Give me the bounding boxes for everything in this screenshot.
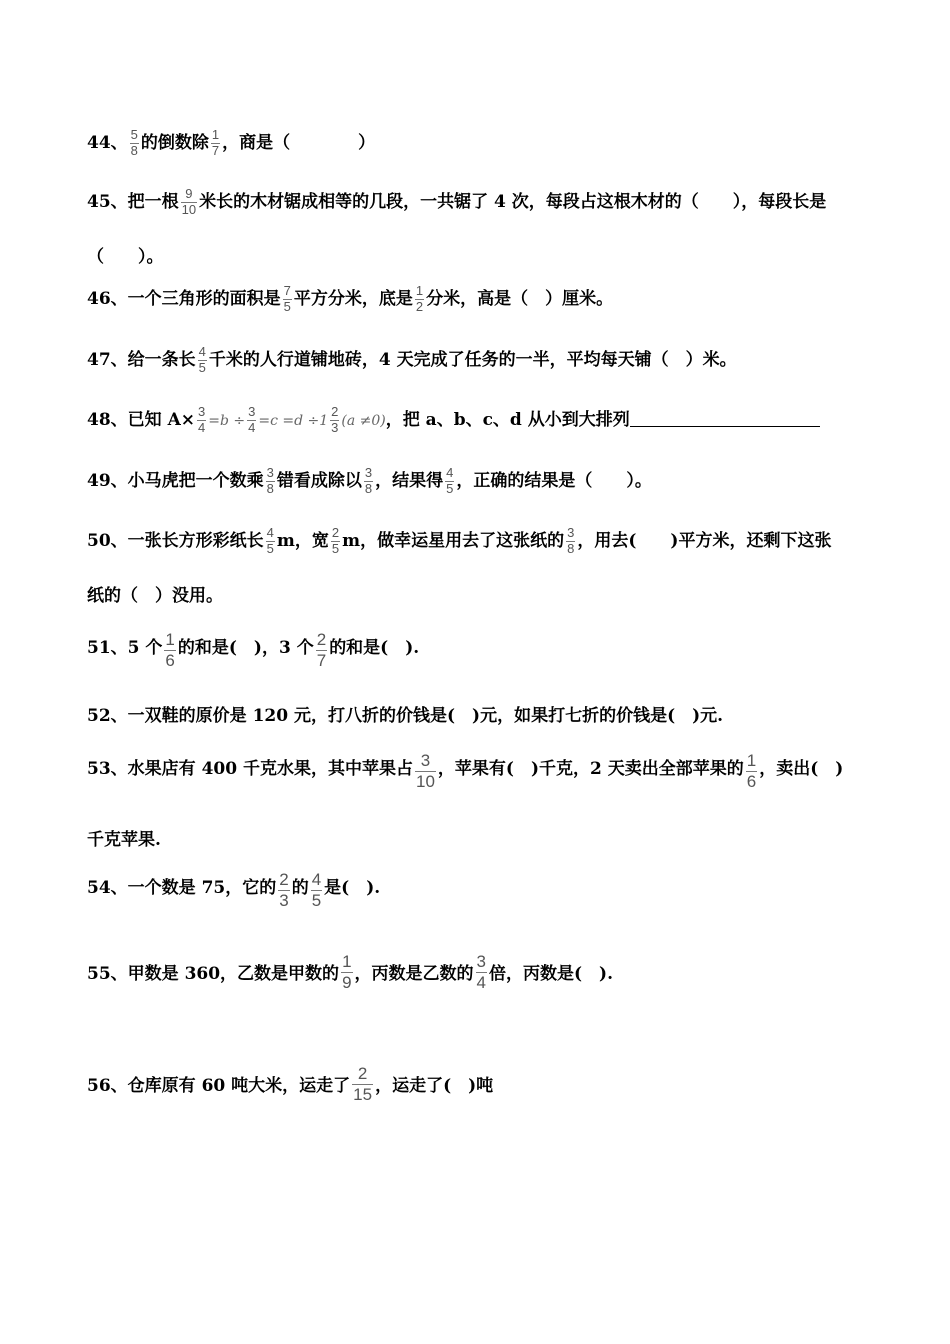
q48-text-b: ，把 a、b、c、d 从小到大排列 [385, 409, 630, 430]
q47-text-a: 47、给一条长 [87, 349, 196, 370]
q51-fraction-2: $\frac{2}{7}$ [316, 630, 327, 670]
q44-text-a: 44、 [87, 132, 128, 153]
q46-text-b: 平方分米，底是 [293, 288, 413, 309]
q46-text-c: 分米，高是（ ）厘米。 [426, 288, 614, 309]
q53-text-c: ，卖出( ) [759, 759, 844, 779]
q45-fraction: $\frac{9}{10}$ [181, 186, 197, 217]
q44-fraction-2: $\frac{1}{7}$ [211, 127, 220, 158]
q50-text-c: m，做幸运星用去了这张纸的 [342, 530, 565, 551]
q44-fraction-1: $\frac{5}{8}$ [130, 127, 138, 158]
q49-fraction-2: $\frac{3}{8}$ [364, 465, 373, 496]
q45-text-b: 米长的木材锯成相等的几段，一共锯了 4 次，每段占这根木材的（ ），每段长是 [199, 191, 827, 212]
q49-text-b: 错看成除以 [276, 470, 362, 491]
q50-fraction-2: $\frac{2}{5}$ [331, 525, 340, 556]
question-53 [87, 751, 843, 791]
q52-text-a: 52、一双鞋的原价是 120 元，打八折的价钱是( )元，如果打七折的价钱是( )元. [87, 706, 724, 726]
q51-fraction-1: $\frac{1}{6}$ [165, 630, 175, 670]
q48-text-a: 48、已知 A× [87, 409, 196, 430]
q50-text-e: 纸的（ ）没用。 [87, 586, 223, 606]
q55-text-a: 55、甲数是 360，乙数是甲数的 [87, 964, 340, 984]
q49-text-c: ，结果得 [375, 470, 444, 491]
question-55 [87, 952, 613, 992]
q50-fraction-1: $\frac{4}{5}$ [266, 525, 274, 556]
q54-text-c: 是( ). [324, 878, 381, 898]
q54-fraction-1: $\frac{2}{3}$ [279, 870, 289, 910]
question-51 [87, 630, 419, 670]
q45-text-c: （ ）。 [87, 247, 164, 267]
q46-fraction-1: $\frac{7}{5}$ [283, 283, 291, 314]
question-45 [87, 187, 826, 218]
question-56 [87, 1064, 493, 1104]
q48-expr-3: (a ≠0) [341, 412, 386, 429]
q56-text-a: 56、仓库原有 60 吨大米，运走了 [87, 1076, 351, 1096]
question-47 [87, 345, 737, 376]
q56-text-b: ，运走了( )吨 [375, 1076, 494, 1096]
q50-text-b: m，宽 [276, 530, 329, 551]
q55-fraction-1: $\frac{1}{9}$ [342, 952, 352, 992]
q49-fraction-1: $\frac{3}{8}$ [266, 465, 274, 496]
q55-text-b: ，丙数是乙数的 [354, 964, 474, 984]
question-53-continued [87, 832, 161, 849]
question-44 [87, 128, 375, 159]
q53-text-d: 千克苹果. [87, 830, 161, 850]
q49-fraction-3: $\frac{4}{5}$ [446, 465, 454, 496]
q48-fraction-1: $\frac{3}{4}$ [198, 404, 206, 435]
q54-fraction-2: $\frac{4}{5}$ [311, 870, 322, 910]
question-45-continued [87, 249, 164, 266]
question-52 [87, 708, 723, 725]
q44-text-b: 的倒数除 [140, 132, 209, 153]
question-54 [87, 870, 380, 910]
q45-text-a: 45、把一根 [87, 191, 179, 212]
q47-text-b: 千米的人行道铺地砖，4 天完成了任务的一半，平均每天铺（ ）米。 [208, 349, 737, 370]
q46-fraction-2: $\frac{1}{2}$ [415, 283, 424, 314]
q48-fraction-2: $\frac{3}{4}$ [248, 404, 256, 435]
q53-text-a: 53、水果店有 400 千克水果，其中苹果占 [87, 759, 413, 779]
q50-text-a: 50、一张长方形彩纸长 [87, 530, 264, 551]
question-50 [87, 526, 831, 557]
q53-fraction-1: $\frac{3}{10}$ [415, 751, 435, 791]
q53-fraction-2: $\frac{1}{6}$ [746, 751, 757, 791]
q49-text-a: 49、小马虎把一个数乘 [87, 470, 264, 491]
question-49 [87, 466, 652, 497]
q55-fraction-2: $\frac{3}{4}$ [476, 952, 486, 992]
q51-text-b: 的和是( )，3 个 [177, 638, 314, 658]
q51-text-c: 的和是( ). [329, 638, 420, 658]
q51-text-a: 51、5 个 [87, 638, 163, 658]
q56-fraction: $\frac{2}{15}$ [353, 1064, 373, 1104]
question-46 [87, 284, 613, 315]
question-48 [87, 405, 820, 436]
q55-text-c: 倍，丙数是( ). [489, 964, 614, 984]
q54-text-a: 54、一个数是 75，它的 [87, 878, 277, 898]
q44-text-c: ，商是（ ） [222, 132, 376, 153]
q48-answer-blank[interactable] [630, 412, 820, 427]
question-50-continued [87, 588, 223, 605]
q50-fraction-3: $\frac{3}{8}$ [567, 525, 575, 556]
q54-text-b: 的 [291, 878, 309, 898]
q53-text-b: ，苹果有( )千克，2 天卖出全部苹果的 [437, 759, 744, 779]
q48-expr-1: =b ÷ [208, 412, 246, 429]
q49-text-d: ，正确的结果是（ ）。 [456, 470, 652, 491]
q48-fraction-3: $\frac{2}{3}$ [331, 404, 339, 435]
q48-expr-2: =c =d ÷1 [258, 412, 329, 429]
q46-text-a: 46、一个三角形的面积是 [87, 288, 281, 309]
q47-fraction: $\frac{4}{5}$ [198, 344, 206, 375]
q50-text-d: ，用去( )平方米，还剩下这张 [577, 530, 832, 551]
